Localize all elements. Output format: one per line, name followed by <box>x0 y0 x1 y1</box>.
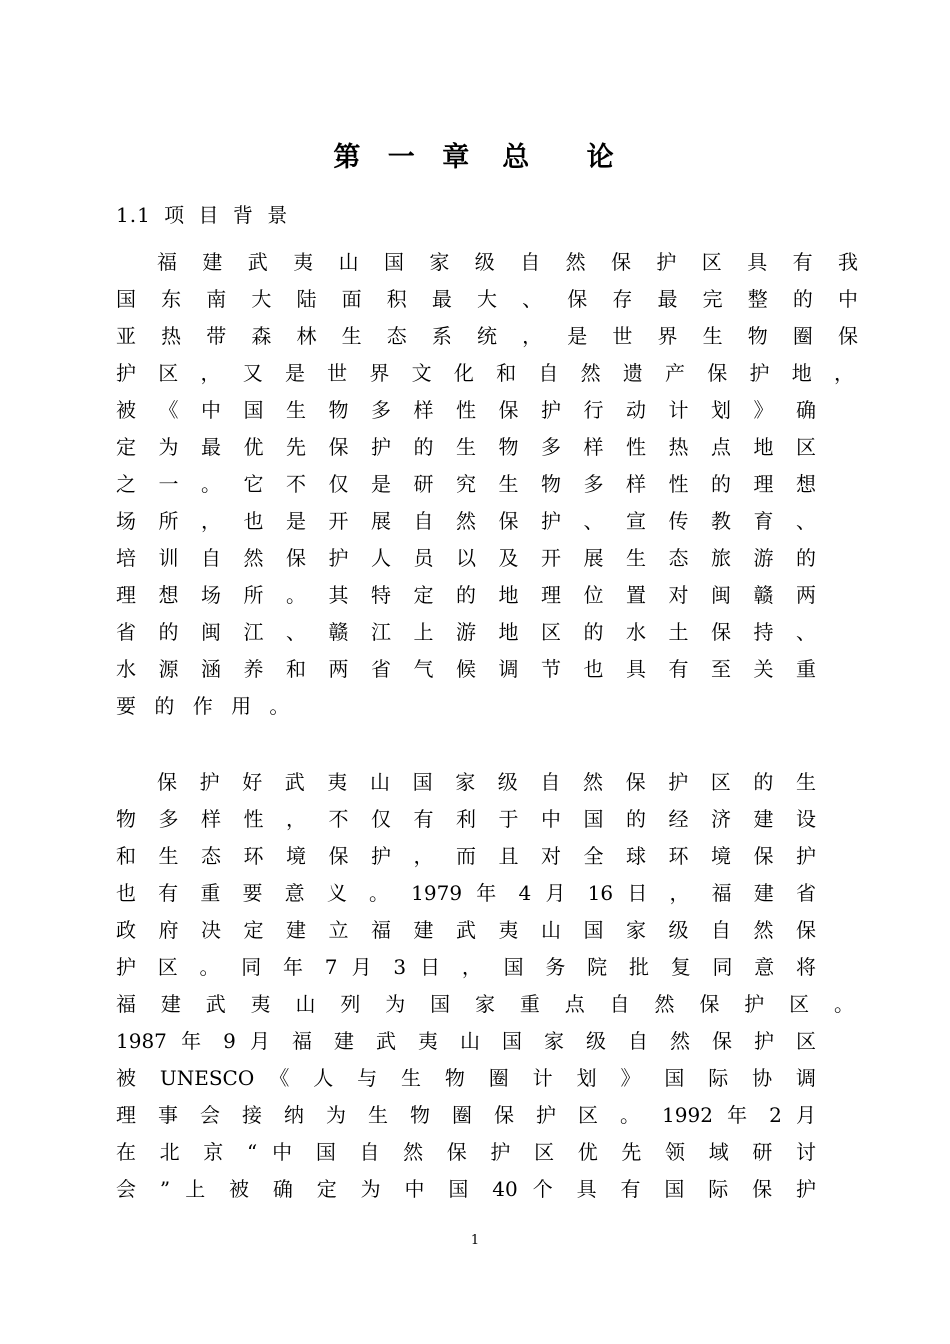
chapter-title: 第 一 章 总 论 <box>333 142 617 173</box>
paragraph-line: 省 的 闽 江 、 赣 江 上 游 地 区 的 水 土 保 持 、 <box>116 620 816 644</box>
paragraph-line: 定 为 最 优 先 保 护 的 生 物 多 样 性 热 点 地 区 <box>116 435 816 459</box>
paragraph-line: 被 UNESCO 《 人 与 生 物 圈 计 划 》 国 际 协 调 <box>116 1066 816 1090</box>
paragraph-line: 要 的 作 用 。 <box>116 694 290 718</box>
paragraph-line: 培 训 自 然 保 护 人 员 以 及 开 展 生 态 旅 游 的 <box>116 546 816 570</box>
paragraph-line: 理 事 会 接 纳 为 生 物 圈 保 护 区 。 1992 年 2 月 <box>116 1103 816 1127</box>
paragraph-line: 国 东 南 大 陆 面 积 最 大 、 保 存 最 完 整 的 中 <box>116 287 858 311</box>
paragraph-line: 水 源 涵 养 和 两 省 气 候 调 节 也 具 有 至 关 重 <box>116 657 816 681</box>
paragraph-line: 护 区 ， 又 是 世 界 文 化 和 自 然 遗 产 保 护 地 ， <box>116 361 854 385</box>
paragraph-line: 之 一 。 它 不 仅 是 研 究 生 物 多 样 性 的 理 想 <box>116 472 816 496</box>
paragraph-line: 会 ” 上 被 确 定 为 中 国 40 个 具 有 国 际 保 护 <box>116 1177 816 1201</box>
section-heading: 1.1 项 目 背 景 <box>116 203 289 227</box>
paragraph-line: 1987 年 9 月 福 建 武 夷 山 国 家 级 自 然 保 护 区 <box>116 1029 816 1053</box>
paragraph-line: 物 多 样 性 ， 不 仅 有 利 于 中 国 的 经 济 建 设 <box>116 807 816 831</box>
paragraph-line: 理 想 场 所 。 其 特 定 的 地 理 位 置 对 闽 赣 两 <box>116 583 816 607</box>
paragraph-line: 在 北 京 “ 中 国 自 然 保 护 区 优 先 领 域 研 讨 <box>116 1140 816 1164</box>
paragraph-line: 政 府 决 定 建 立 福 建 武 夷 山 国 家 级 自 然 保 <box>116 918 816 942</box>
paragraph-line: 场 所 ， 也 是 开 展 自 然 保 护 、 宣 传 教 育 、 <box>116 509 816 533</box>
paragraph-line: 保 护 好 武 夷 山 国 家 级 自 然 保 护 区 的 生 <box>157 770 816 794</box>
paragraph-line: 被 《 中 国 生 物 多 样 性 保 护 行 动 计 划 》 确 <box>116 398 816 422</box>
paragraph-line: 亚 热 带 森 林 生 态 系 统 ， 是 世 界 生 物 圈 保 <box>116 324 858 348</box>
paragraph-line: 福 建 武 夷 山 国 家 级 自 然 保 护 区 具 有 我 <box>157 250 858 274</box>
body-paragraph-2 <box>116 764 858 1208</box>
body-paragraph-1 <box>116 244 858 725</box>
paragraph-line: 和 生 态 环 境 保 护 ， 而 且 对 全 球 环 境 保 护 <box>116 844 816 868</box>
page-number: 1 <box>470 1233 480 1248</box>
paragraph-line: 护 区 。 同 年 7 月 3 日 ， 国 务 院 批 复 同 意 将 <box>116 955 816 979</box>
paragraph-line: 福 建 武 夷 山 列 为 国 家 重 点 自 然 保 护 区 。 <box>116 992 854 1016</box>
paragraph-line: 也 有 重 要 意 义 。 1979 年 4 月 16 日 ， 福 建 省 <box>116 881 816 905</box>
